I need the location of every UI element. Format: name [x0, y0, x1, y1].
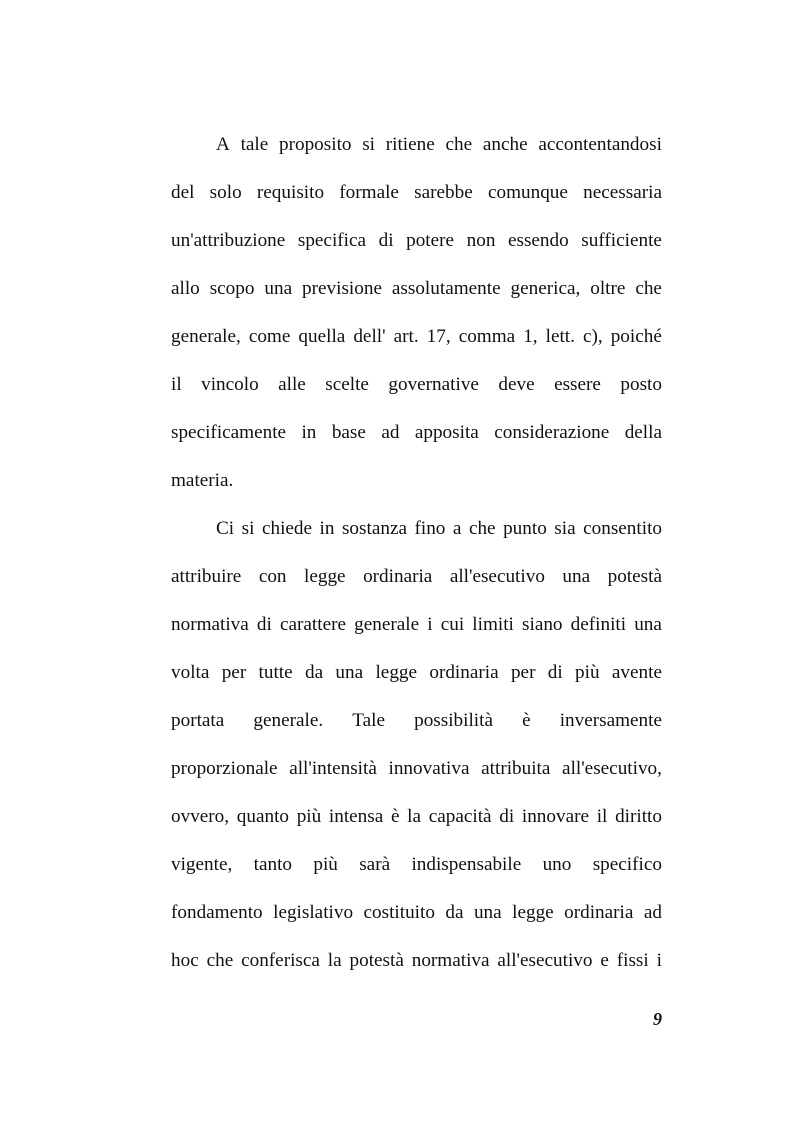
text-line: il vincolo alle scelte governative deve essere posto	[171, 374, 662, 395]
text-line: allo scopo una previsione assolutamente generica, oltre che	[171, 278, 662, 299]
text-line: proporzionale all'intensità innovativa attribuita all'esecutivo,	[171, 758, 662, 779]
body-text	[171, 128, 662, 992]
text-line: portata generale. Tale possibilità è inversamente	[171, 710, 662, 731]
text-line: A tale proposito si ritiene che anche accontentandosi	[216, 134, 662, 155]
text-line: fondamento legislativo costituito da una legge ordinaria ad	[171, 902, 662, 923]
page-number: 9	[653, 1009, 662, 1029]
text-line: del solo requisito formale sarebbe comunque necessaria	[171, 182, 662, 203]
text-line: vigente, tanto più sarà indispensabile uno specifico	[171, 854, 662, 875]
text-line: ovvero, quanto più intensa è la capacità di innovare il diritto	[171, 806, 662, 827]
text-line: Ci si chiede in sostanza fino a che punto sia consentito	[216, 518, 662, 539]
text-line: normativa di carattere generale i cui limiti siano definiti una	[171, 614, 662, 635]
text-line: specificamente in base ad apposita considerazione della	[171, 422, 662, 443]
text-line: un'attribuzione specifica di potere non essendo sufficiente	[171, 230, 662, 251]
text-line: generale, come quella dell' art. 17, comma 1, lett. c), poiché	[171, 326, 662, 347]
text-line: volta per tutte da una legge ordinaria per di più avente	[171, 662, 662, 683]
text-line: hoc che conferisca la potestà normativa all'esecutivo e fissi i	[171, 950, 662, 971]
text-line: attribuire con legge ordinaria all'esecutivo una potestà	[171, 566, 662, 587]
text-line: materia.	[171, 470, 234, 491]
